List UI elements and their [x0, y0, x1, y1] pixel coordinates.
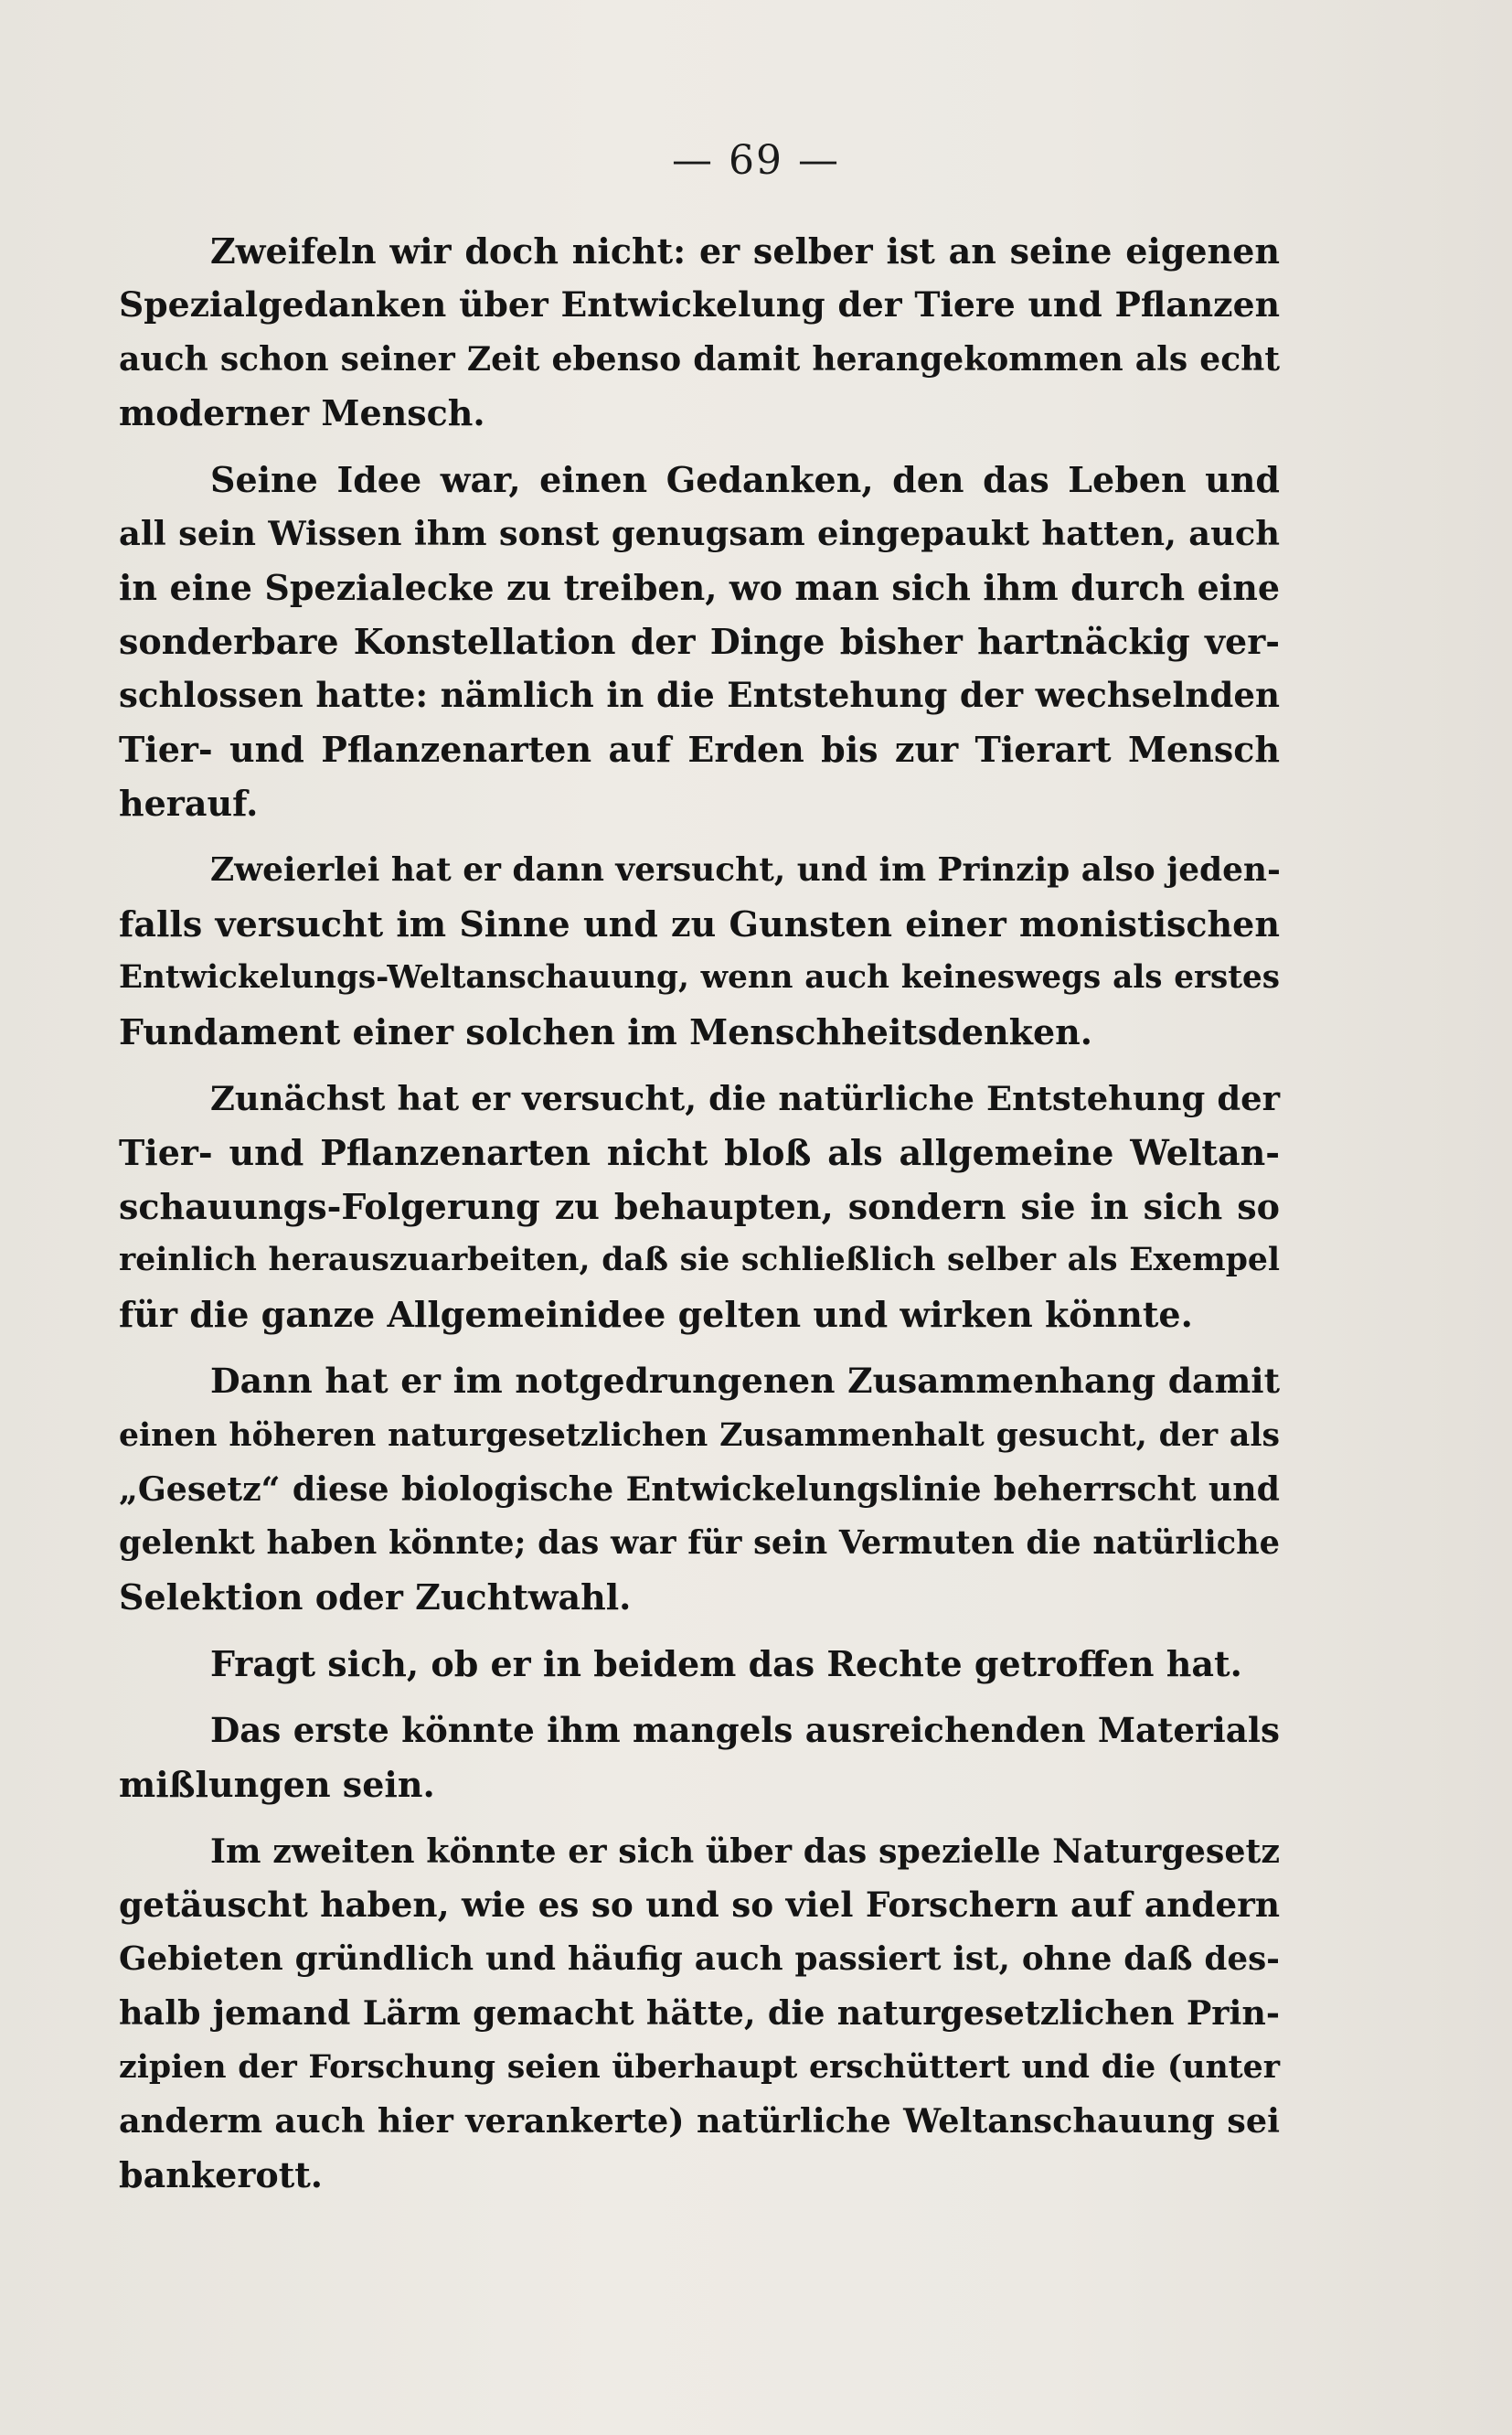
page-number: — 69 —	[672, 137, 840, 184]
paragraph	[119, 843, 1280, 1059]
text-line: Gebieten gründlich und häufig auch passiert ist, ohne daß des-	[119, 1939, 1280, 1978]
text-line: Spezialgedanken über Entwickelung der Tiere und Pflanzen	[119, 284, 1280, 325]
body-text	[119, 224, 1280, 2215]
text-line: schlossen hatte: nämlich in die Entstehung der wechselnden	[119, 675, 1280, 715]
text-line: „Gesetz“ diese biologische Entwickelungslinie beherrscht und	[119, 1469, 1280, 1509]
paragraph	[119, 1824, 1280, 2202]
text-line: Im zweiten könnte er sich über das spezielle Naturgesetz	[210, 1832, 1280, 1871]
text-line: auch schon seiner Zeit ebenso damit herangekommen als echt	[119, 339, 1280, 379]
paragraph	[119, 453, 1280, 830]
text-line: Zunächst hat er versucht, die natürliche Entstehung der	[210, 1078, 1280, 1118]
text-line: Seine Idee war, einen Gedanken, den das Leben und	[210, 459, 1280, 500]
text-line: Tier- und Pflanzenarten nicht bloß als allgemeine Weltan-	[119, 1132, 1280, 1173]
text-line: Zweifeln wir doch nicht: er selber ist an seine eigenen	[210, 230, 1280, 272]
text-line: Zweierlei hat er dann versucht, und im Prinzip also jeden-	[210, 850, 1281, 889]
text-line: Fundament einer solchen im Menschheitsdenken.	[119, 1011, 1093, 1052]
text-line: Fragt sich, ob er in beidem das Rechte getroffen hat.	[210, 1643, 1242, 1684]
text-line: all sein Wissen ihm sonst genugsam eingepaukt hatten, auch	[119, 513, 1280, 553]
text-line: bankerott.	[119, 2154, 324, 2195]
text-line: halb jemand Lärm gemacht hätte, die naturgesetzlichen Prin-	[119, 1993, 1280, 2033]
text-line: Entwickelungs-Weltanschauung, wenn auch keineswegs als erstes	[119, 959, 1280, 996]
text-line: anderm auch hier verankerte) natürliche Weltanschauung sei	[119, 2101, 1280, 2141]
text-line: Dann hat er im notgedrungenen Zusammenhang damit	[210, 1361, 1280, 1401]
paragraph	[119, 1072, 1280, 1341]
text-line: sonderbare Konstellation der Dinge bisher hartnäckig ver-	[119, 621, 1280, 662]
paragraph	[119, 224, 1280, 440]
text-line: Tier- und Pflanzenarten auf Erden bis zur Tierart Mensch	[119, 729, 1280, 770]
text-line: falls versucht im Sinne und zu Gunsten einer monistischen	[119, 903, 1280, 945]
text-line: herauf.	[119, 783, 259, 824]
text-line: reinlich herauszuarbeiten, daß sie schließlich selber als Exempel	[119, 1242, 1280, 1278]
text-line: in eine Spezialecke zu treiben, wo man sich ihm durch eine	[119, 567, 1280, 608]
text-line: für die ganze Allgemeinidee gelten und wirken könnte.	[119, 1294, 1193, 1335]
text-line: moderner Mensch.	[119, 392, 485, 433]
paragraph	[119, 1354, 1280, 1624]
text-line: einen höheren naturgesetzlichen Zusammenhalt gesucht, der als	[119, 1416, 1280, 1454]
text-line: Das erste könnte ihm mangels ausreichenden Materials	[210, 1710, 1280, 1750]
paragraph	[119, 1637, 1280, 1691]
text-line: schauungs-Folgerung zu behaupten, sondern sie in sich so	[119, 1186, 1280, 1227]
text-line: gelenkt haben könnte; das war für sein Vermuten die natürliche	[119, 1524, 1280, 1562]
paragraph	[119, 1703, 1280, 1811]
text-line: zipien der Forschung seien überhaupt erschüttert und die (unter	[119, 2048, 1280, 2086]
text-line: getäuscht haben, wie es so und so viel Forschern auf andern	[119, 1885, 1280, 1925]
text-line: mißlungen sein.	[119, 1764, 435, 1805]
text-line: Selektion oder Zuchtwahl.	[119, 1576, 632, 1618]
